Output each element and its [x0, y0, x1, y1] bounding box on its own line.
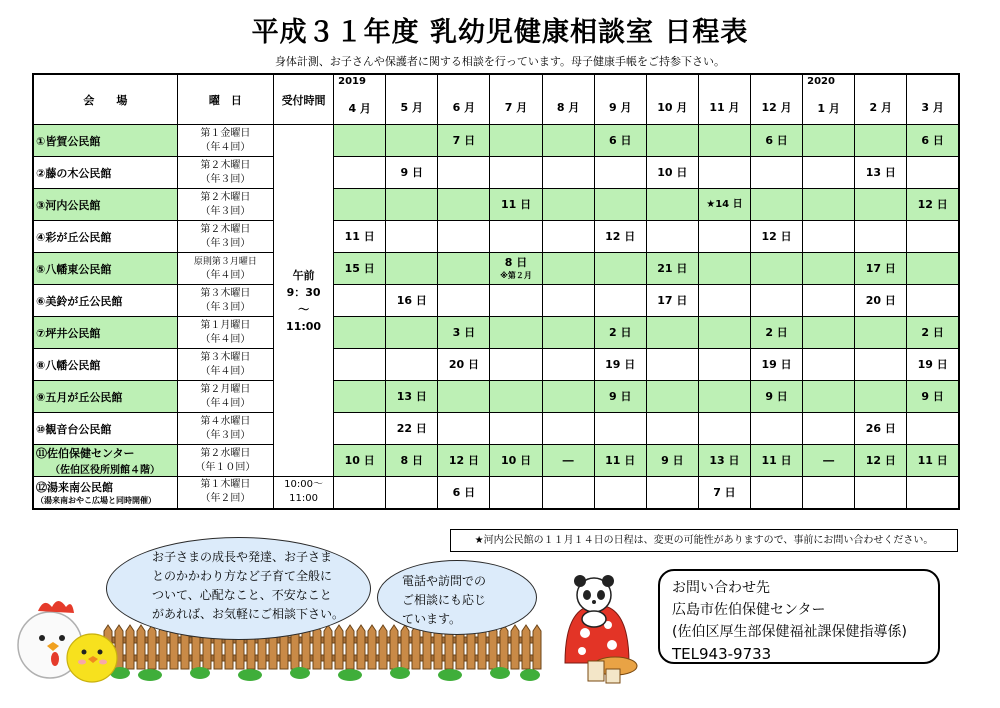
venue-name: ⑩観音台公民館 [33, 413, 177, 445]
date-cell [334, 477, 386, 509]
date-cell [542, 381, 594, 413]
schedule-table [32, 73, 960, 510]
date-cell: 2 日 [751, 317, 803, 349]
date-cell [698, 413, 750, 445]
date-cell [542, 189, 594, 221]
date-cell [334, 157, 386, 189]
date-cell [646, 189, 698, 221]
weekday-cell: 第１月曜日 （年４回） [177, 317, 273, 349]
weekday-cell: 第１木曜日 （年２回） [177, 477, 273, 509]
date-cell: 17 日 [855, 253, 907, 285]
table-row [33, 317, 959, 349]
date-cell: ★14 日 [698, 189, 750, 221]
chick-icon [67, 634, 117, 682]
date-cell: 17 日 [646, 285, 698, 317]
date-cell [594, 413, 646, 445]
venue-name: ⑦坪井公民館 [33, 317, 177, 349]
date-cell: 7 日 [438, 125, 490, 157]
reception-time-cell: 10:00～ 11:00 [274, 477, 334, 509]
date-cell [855, 221, 907, 253]
date-cell [803, 349, 855, 381]
table-row [33, 477, 959, 509]
date-cell [490, 221, 542, 253]
date-cell [334, 381, 386, 413]
year-label-2020: 2020 [807, 76, 835, 87]
date-cell: 21 日 [646, 253, 698, 285]
venue-name: ⑧八幡公民館 [33, 349, 177, 381]
date-cell: 15 日 [334, 253, 386, 285]
date-cell: 10 日 [646, 157, 698, 189]
page-subtitle: 身体計測、お子さんや保護者に関する相談を行っています。母子健康手帳をご持参下さい。 [274, 55, 726, 68]
venue-name: ⑥美鈴が丘公民館 [33, 285, 177, 317]
weekday-cell: 原則第３月曜日 （年４回） [177, 253, 273, 285]
date-cell [490, 413, 542, 445]
date-cell [594, 253, 646, 285]
date-cell: 16 日 [386, 285, 438, 317]
date-cell [542, 221, 594, 253]
weekday-cell: 第２木曜日 （年３回） [177, 221, 273, 253]
date-cell [855, 317, 907, 349]
date-cell [803, 413, 855, 445]
header-month: 2 月 [855, 74, 907, 125]
date-cell [646, 221, 698, 253]
date-cell [803, 477, 855, 509]
date-cell [855, 477, 907, 509]
venue-name: ①皆賀公民館 [33, 125, 177, 157]
date-cell: 6 日 [438, 477, 490, 509]
date-cell [803, 317, 855, 349]
venue-name: ⑪佐伯保健センター （佐伯区役所別館４階） [33, 445, 177, 477]
date-cell [386, 253, 438, 285]
date-cell: 8 日 [386, 445, 438, 477]
contact-heading: お問い合わせ先 [672, 580, 770, 596]
date-cell: 13 日 [698, 445, 750, 477]
date-cell: 12 日 [907, 189, 959, 221]
date-cell: 12 日 [751, 221, 803, 253]
date-cell [542, 477, 594, 509]
date-cell [803, 157, 855, 189]
date-cell: 11 日 [594, 445, 646, 477]
date-cell [542, 317, 594, 349]
date-cell [907, 285, 959, 317]
header-month: 5 月 [386, 74, 438, 125]
date-cell [490, 477, 542, 509]
venue-name: ④彩が丘公民館 [33, 221, 177, 253]
header-month: 8 月 [542, 74, 594, 125]
contact-box [658, 569, 940, 664]
date-cell: 6 日 [907, 125, 959, 157]
date-cell [438, 189, 490, 221]
header-reception: 受付時間 [274, 74, 334, 125]
date-cell [542, 285, 594, 317]
contact-department: (佐伯区厚生部保健福祉課保健指導係) [672, 624, 907, 640]
date-cell [386, 317, 438, 349]
date-cell [438, 413, 490, 445]
date-cell [751, 285, 803, 317]
date-cell [751, 189, 803, 221]
date-cell [646, 125, 698, 157]
date-cell: 7 日 [698, 477, 750, 509]
date-cell: 11 日 [490, 189, 542, 221]
date-cell [490, 349, 542, 381]
date-cell [542, 413, 594, 445]
venue-name: ⑫湯来南公民館 （湯来南おやこ広場と同時開催） [33, 477, 177, 509]
date-cell [803, 125, 855, 157]
date-cell [646, 381, 698, 413]
date-cell [334, 349, 386, 381]
weekday-cell: 第２水曜日 （年１０回） [177, 445, 273, 477]
header-row [33, 74, 959, 125]
date-cell [646, 413, 698, 445]
reception-time-cell: 午前 9：30 ～ 11:00 [274, 125, 334, 477]
date-cell: 12 日 [438, 445, 490, 477]
header-month: 2020 1 月 [803, 74, 855, 125]
date-cell: 8 日 ※第２月 [490, 253, 542, 285]
header-month: 6 月 [438, 74, 490, 125]
date-cell [386, 477, 438, 509]
date-cell [698, 285, 750, 317]
date-cell [386, 189, 438, 221]
table-row [33, 413, 959, 445]
date-cell [438, 381, 490, 413]
date-cell [803, 381, 855, 413]
date-cell [907, 157, 959, 189]
date-cell [438, 285, 490, 317]
date-cell: 6 日 [594, 125, 646, 157]
header-month: 2019 4 月 [334, 74, 386, 125]
date-cell [490, 381, 542, 413]
date-cell [386, 125, 438, 157]
date-cell [438, 157, 490, 189]
date-cell: 11 日 [334, 221, 386, 253]
date-cell [907, 413, 959, 445]
weekday-cell: 第２木曜日 （年３回） [177, 189, 273, 221]
date-cell [646, 349, 698, 381]
date-cell: 2 日 [907, 317, 959, 349]
date-cell [803, 221, 855, 253]
date-cell [855, 125, 907, 157]
weekday-cell: 第２月曜日 （年４回） [177, 381, 273, 413]
date-cell: 11 日 [751, 445, 803, 477]
date-cell [490, 125, 542, 157]
date-cell [698, 317, 750, 349]
weekday-cell: 第４水曜日 （年３回） [177, 413, 273, 445]
date-cell: 11 日 [907, 445, 959, 477]
date-cell [334, 285, 386, 317]
date-cell: 12 日 [594, 221, 646, 253]
date-cell [594, 189, 646, 221]
date-cell [855, 381, 907, 413]
date-cell [386, 221, 438, 253]
table-row [33, 125, 959, 157]
weekday-cell: 第３木曜日 （年４回） [177, 349, 273, 381]
date-cell [594, 157, 646, 189]
date-cell: 10 日 [490, 445, 542, 477]
header-month: 10 月 [646, 74, 698, 125]
date-cell: 9 日 [646, 445, 698, 477]
date-cell: 3 日 [438, 317, 490, 349]
header-weekday: 曜 日 [177, 74, 273, 125]
date-cell [698, 381, 750, 413]
header-month: 12 月 [751, 74, 803, 125]
date-cell [542, 253, 594, 285]
date-cell [907, 221, 959, 253]
header-month: 9 月 [594, 74, 646, 125]
year-label-2019: 2019 [338, 76, 366, 87]
speech-bubble-consult: お子さまの成長や発達、お子さま とのかかわり方など子育て全般に ついて、心配なこと、不安なこと があれば、お気軽にご相談下さい。 [106, 537, 371, 640]
table-row [33, 349, 959, 381]
date-cell [855, 349, 907, 381]
date-cell [542, 125, 594, 157]
page-title: 平成３１年度 乳幼児健康相談室 日程表 [251, 17, 749, 48]
date-cell: 19 日 [907, 349, 959, 381]
date-cell: 10 日 [334, 445, 386, 477]
table-row [33, 285, 959, 317]
date-cell [698, 157, 750, 189]
date-cell [334, 125, 386, 157]
date-cell [855, 189, 907, 221]
date-cell [698, 125, 750, 157]
date-cell [907, 477, 959, 509]
date-cell [907, 253, 959, 285]
date-cell [751, 157, 803, 189]
date-cell: 9 日 [594, 381, 646, 413]
venue-name: ②藤の木公民館 [33, 157, 177, 189]
date-cell: 6 日 [751, 125, 803, 157]
date-cell [334, 189, 386, 221]
venue-name: ③河内公民館 [33, 189, 177, 221]
date-cell [542, 157, 594, 189]
date-cell: 13 日 [386, 381, 438, 413]
table-row [33, 445, 959, 477]
date-cell [594, 477, 646, 509]
date-cell [386, 349, 438, 381]
date-cell: 20 日 [855, 285, 907, 317]
date-cell [803, 189, 855, 221]
date-cell [594, 285, 646, 317]
header-month: 11 月 [698, 74, 750, 125]
date-cell [438, 221, 490, 253]
header-month: 3 月 [907, 74, 959, 125]
date-cell: 26 日 [855, 413, 907, 445]
table-row [33, 381, 959, 413]
footnote: ★河内公民館の１１月１４日の日程は、変更の可能性がありますので、事前にお問い合わせください。 [450, 529, 958, 552]
date-cell [334, 317, 386, 349]
date-cell: 13 日 [855, 157, 907, 189]
date-cell [646, 477, 698, 509]
date-cell [803, 253, 855, 285]
date-cell: ― [803, 445, 855, 477]
date-cell [751, 477, 803, 509]
date-cell [490, 157, 542, 189]
date-cell: 9 日 [751, 381, 803, 413]
date-cell [490, 317, 542, 349]
date-cell [751, 413, 803, 445]
date-cell: 9 日 [907, 381, 959, 413]
date-cell: 12 日 [855, 445, 907, 477]
date-cell: 20 日 [438, 349, 490, 381]
table-row [33, 221, 959, 253]
weekday-cell: 第２木曜日 （年３回） [177, 157, 273, 189]
date-cell [698, 349, 750, 381]
table-row [33, 157, 959, 189]
weekday-cell: 第３木曜日 （年３回） [177, 285, 273, 317]
speech-bubble-phone: 電話や訪問での ご相談にも応じ ています。 [377, 560, 537, 635]
contact-phone: TEL943-9733 [672, 645, 772, 663]
date-cell [490, 285, 542, 317]
weekday-cell: 第１金曜日 （年４回） [177, 125, 273, 157]
date-cell: 9 日 [386, 157, 438, 189]
date-cell: 19 日 [751, 349, 803, 381]
date-cell [438, 253, 490, 285]
date-cell [542, 349, 594, 381]
date-cell [803, 285, 855, 317]
date-cell [698, 221, 750, 253]
date-cell [646, 317, 698, 349]
contact-organization: 広島市佐伯保健センター [672, 602, 826, 618]
date-cell: 2 日 [594, 317, 646, 349]
table-row [33, 189, 959, 221]
header-venue: 会 場 [33, 74, 177, 125]
date-cell [698, 253, 750, 285]
header-month: 7 月 [490, 74, 542, 125]
date-cell: 19 日 [594, 349, 646, 381]
venue-name: ⑤八幡東公民館 [33, 253, 177, 285]
date-cell [751, 253, 803, 285]
table-row [33, 253, 959, 285]
date-cell: ― [542, 445, 594, 477]
date-cell: 22 日 [386, 413, 438, 445]
date-cell [334, 413, 386, 445]
venue-name: ⑨五月が丘公民館 [33, 381, 177, 413]
